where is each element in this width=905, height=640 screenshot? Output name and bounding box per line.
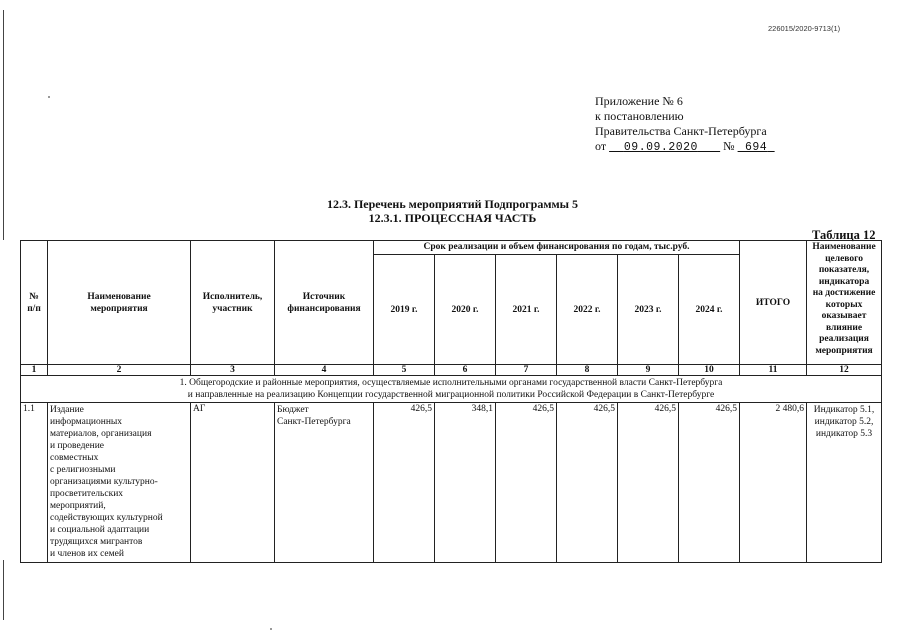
column-number: 11 — [740, 365, 807, 376]
column-number: 2 — [48, 365, 191, 376]
column-number: 4 — [275, 365, 374, 376]
page-title: 12.3. Перечень мероприятий Подпрограммы 5 — [326, 197, 579, 211]
column-number: 10 — [679, 365, 740, 376]
header-year: 2021 г. — [496, 255, 557, 365]
row-value-2024: 426,5 — [679, 403, 740, 563]
header-year: 2020 г. — [435, 255, 496, 365]
appendix-date-line — [595, 139, 775, 155]
table-caption: Таблица 12 — [812, 228, 876, 242]
column-number: 7 — [496, 365, 557, 376]
header-name: Наименование мероприятия — [48, 241, 191, 365]
column-number: 9 — [618, 365, 679, 376]
scan-edge-mark — [3, 560, 4, 620]
activities-table — [20, 240, 882, 563]
row-funding-source: Бюджет Санкт-Петербурга — [275, 403, 374, 563]
row-value-2022: 426,5 — [557, 403, 618, 563]
header-total: ИТОГО — [740, 241, 807, 365]
document-number: 226015/2020-9713(1) — [768, 24, 841, 33]
scan-speck — [270, 628, 272, 630]
page-subtitle: 12.3.1. ПРОЦЕССНАЯ ЧАСТЬ — [368, 211, 537, 225]
header-executor: Исполнитель, участник — [191, 241, 275, 365]
column-number: 5 — [374, 365, 435, 376]
row-value-2021: 426,5 — [496, 403, 557, 563]
column-number: 3 — [191, 365, 275, 376]
appendix-line-2: к постановлению — [595, 109, 684, 123]
header-year: 2022 г. — [557, 255, 618, 365]
header-source: Источник финансирования — [275, 241, 374, 365]
scan-speck — [48, 96, 50, 98]
resolution-date: 09.09.2020 — [623, 141, 698, 154]
column-number: 12 — [807, 365, 882, 376]
row-indicator: Индикатор 5.1, индикатор 5.2, индикатор 5.3 — [807, 403, 882, 563]
column-number-row — [21, 365, 882, 376]
section-heading-line-2: и направленные на реализацию Концепции государственной миграционной политики Российской Федерации в Санкт-Петербурге — [187, 390, 715, 400]
row-activity-name: Издание информационных материалов, организация и проведение совместных с религиозными организациями культурно- просветительских мероприятий, содействующих культурной и социальной адаптации трудящихся мигрантов и членов их семей — [48, 403, 191, 563]
row-value-2023: 426,5 — [618, 403, 679, 563]
row-num: 1.1 — [21, 403, 48, 563]
row-total: 2 480,6 — [740, 403, 807, 563]
resolution-number: 694 — [745, 141, 768, 154]
table-row — [21, 403, 882, 563]
appendix-line-1: Приложение № 6 — [595, 94, 683, 108]
appendix-line-3: Правительства Санкт-Петербурга — [595, 124, 767, 138]
column-number: 8 — [557, 365, 618, 376]
header-period-group: Срок реализации и объем финансирования по годам, тыс.руб. — [374, 241, 740, 255]
column-number: 6 — [435, 365, 496, 376]
from-label: от — [595, 139, 607, 153]
number-label: № — [723, 139, 735, 153]
appendix-block — [595, 94, 775, 155]
row-value-2019: 426,5 — [374, 403, 435, 563]
row-value-2020: 348,1 — [435, 403, 496, 563]
section-heading-line-1: 1. Общегородские и районные мероприятия, осуществляемые исполнительными органами государственной власти Санкт-Петербурга — [179, 378, 723, 388]
column-number: 1 — [21, 365, 48, 376]
header-num: № п/п — [21, 241, 48, 365]
header-year: 2023 г. — [618, 255, 679, 365]
header-indicator: Наименование целевого показателя, индикатора на достижение которых оказывает влияние реализация мероприятия — [807, 241, 882, 365]
section-heading — [21, 376, 882, 403]
header-year: 2024 г. — [679, 255, 740, 365]
section-row — [21, 376, 882, 403]
row-executor: АГ — [191, 403, 275, 563]
header-row-1 — [21, 241, 882, 255]
header-year: 2019 г. — [374, 255, 435, 365]
